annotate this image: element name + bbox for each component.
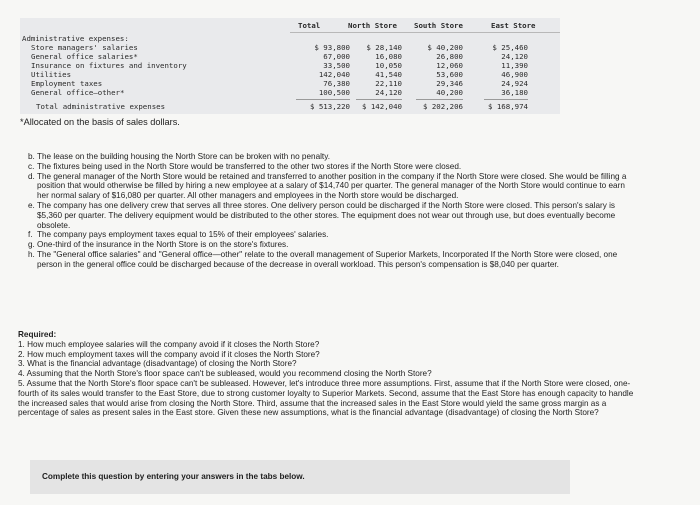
column-header-east-store: East Store xyxy=(491,21,536,30)
cell-total: $ 513,220 xyxy=(309,102,350,111)
column-header-total: Total xyxy=(298,21,321,30)
cell-south: 40,200 xyxy=(436,88,463,97)
column-header-south-store: South Store xyxy=(414,21,463,30)
item-text: The "General office salaries" and "General office—other" relate to the overall management of Superior Markets, Incorporated If the North Store were closed, one person in the general office could be discharged because of the decrease in overall workload. This person's compensation is $8,040 per quarter. xyxy=(37,249,618,269)
cell-south: $ 202,206 xyxy=(422,102,463,111)
cell-east: 36,180 xyxy=(501,88,528,97)
item-text: The company pays employment taxes equal to 15% of their employees' salaries. xyxy=(37,230,329,240)
subtotal-line xyxy=(416,99,463,100)
cell-south: 53,600 xyxy=(436,70,463,79)
required-text: Assuming that the North Store's floor space can't be subleased, would you recommend closing the North Store? xyxy=(26,369,432,379)
table-section-label: Administrative expenses: xyxy=(22,34,129,43)
required-item xyxy=(18,379,640,418)
cell-east: 11,390 xyxy=(501,61,528,70)
cell-total: 33,500 xyxy=(323,61,350,70)
required-number: 5. xyxy=(18,378,25,388)
list-item xyxy=(28,201,638,230)
instruction-text: Complete this question by entering your answers in the tabs below. xyxy=(42,472,305,481)
cell-east: 24,924 xyxy=(501,79,528,88)
cell-north: 24,120 xyxy=(375,88,402,97)
header-divider xyxy=(290,32,560,33)
cell-south: 26,800 xyxy=(436,52,463,61)
cell-north: 41,540 xyxy=(375,70,402,79)
required-number: 1. xyxy=(18,339,25,349)
subtotal-line xyxy=(296,99,350,100)
cell-south: 29,346 xyxy=(436,79,463,88)
item-text: The lease on the building housing the North Store can be broken with no penalty. xyxy=(37,152,330,161)
cell-south: 12,060 xyxy=(436,61,463,70)
item-text: The fixtures being used in the North Store would be transferred to the other two stores if the North Store were closed. xyxy=(37,161,462,171)
column-header-north-store: North Store xyxy=(348,21,397,30)
cell-east: 24,120 xyxy=(501,52,528,61)
cell-south: $ 40,200 xyxy=(427,43,463,52)
subtotal-line xyxy=(356,99,402,100)
cell-north: 22,110 xyxy=(375,79,402,88)
cell-total: 76,380 xyxy=(323,79,350,88)
required-number: 2. xyxy=(18,349,25,359)
footnote: *Allocated on the basis of sales dollars. xyxy=(20,117,180,127)
instruction-banner xyxy=(30,460,570,494)
subtotal-line xyxy=(484,99,528,100)
cell-east: 46,900 xyxy=(501,70,528,79)
required-section xyxy=(18,330,640,418)
cell-north: $ 28,140 xyxy=(366,43,402,52)
row-label: Store managers' salaries xyxy=(31,43,138,52)
item-text: One-third of the insurance in the North Store is on the store's fixtures. xyxy=(37,240,289,250)
list-item xyxy=(28,162,638,172)
row-label: Utilities xyxy=(31,70,72,79)
row-label: Insurance on fixtures and inventory xyxy=(31,61,187,70)
list-item xyxy=(28,152,638,162)
required-title: Required: xyxy=(18,330,57,339)
item-letter: h. xyxy=(28,249,35,259)
required-text: How much employment taxes will the company avoid if it closes the North Store? xyxy=(27,349,320,359)
required-item xyxy=(18,350,640,360)
list-item xyxy=(28,250,638,270)
cell-east: $ 25,460 xyxy=(492,43,528,52)
list-item xyxy=(28,172,638,201)
item-letter: d. xyxy=(28,171,35,181)
item-text: The general manager of the North Store would be retained and transferred to another position in the company if the North Store were closed. She would be filling a position that would otherwise be filled by hiring a new employee at a salary of $14,740 per quarter. The general manager of the North Store would continue to earn her normal salary of $16,080 per quarter. All other managers and employees in the North store would be discharged. xyxy=(37,171,627,201)
cell-total: 142,040 xyxy=(318,70,350,79)
item-letter: b. xyxy=(28,152,35,161)
item-text: The company has one delivery crew that serves all three stores. One delivery person could be discharged if the North Store were closed. This person's salary is $5,360 per quarter. The delivery equipment would be distributed to the other stores. The equipment does not wear out through use, but does eventually become obsolete. xyxy=(37,200,616,230)
required-item xyxy=(18,359,640,369)
list-item xyxy=(28,240,638,250)
item-letter: e. xyxy=(28,200,35,210)
required-item xyxy=(18,369,640,379)
required-text: How much employee salaries will the company avoid if it closes the North Store? xyxy=(27,339,320,349)
cell-north: 10,050 xyxy=(375,61,402,70)
cell-east: $ 168,974 xyxy=(487,102,528,111)
cell-north: 16,080 xyxy=(375,52,402,61)
assumptions-list xyxy=(28,152,638,270)
item-letter: c. xyxy=(28,161,35,171)
list-item xyxy=(28,230,638,240)
required-text: What is the financial advantage (disadvantage) of closing the North Store? xyxy=(27,359,297,369)
cell-total: 100,500 xyxy=(318,88,350,97)
row-label: General office—other* xyxy=(31,88,125,97)
cell-total: 67,000 xyxy=(323,52,350,61)
item-letter: f. xyxy=(28,230,33,240)
row-label: Employment taxes xyxy=(31,79,103,88)
cell-total: $ 93,800 xyxy=(314,43,350,52)
required-text: Assume that the North Store's floor space can't be subleased. However, let's introduce three more assumptions. First, assume that if the North Store were closed, one-fourth of its sales would transfer to the East Store, due to strong customer loyalty to Superior Markets. Second, assume that the East Store has enough capacity to handle the increased sales that would arise from closing the North Store. Third, assume that the increased sales in the East Store would yield the same gross margin as a percentage of sales as present sales in the East store. Given these new assumptions, what is the financial advantage (disadvantage) of closing the North Store? xyxy=(18,378,634,418)
required-item xyxy=(18,340,640,350)
row-label-total: Total administrative expenses xyxy=(36,102,166,111)
cell-north: $ 142,040 xyxy=(361,102,402,111)
item-letter: g. xyxy=(28,240,35,250)
required-number: 4. xyxy=(18,369,25,379)
required-number: 3. xyxy=(18,359,25,369)
row-label: General office salaries* xyxy=(31,52,138,61)
